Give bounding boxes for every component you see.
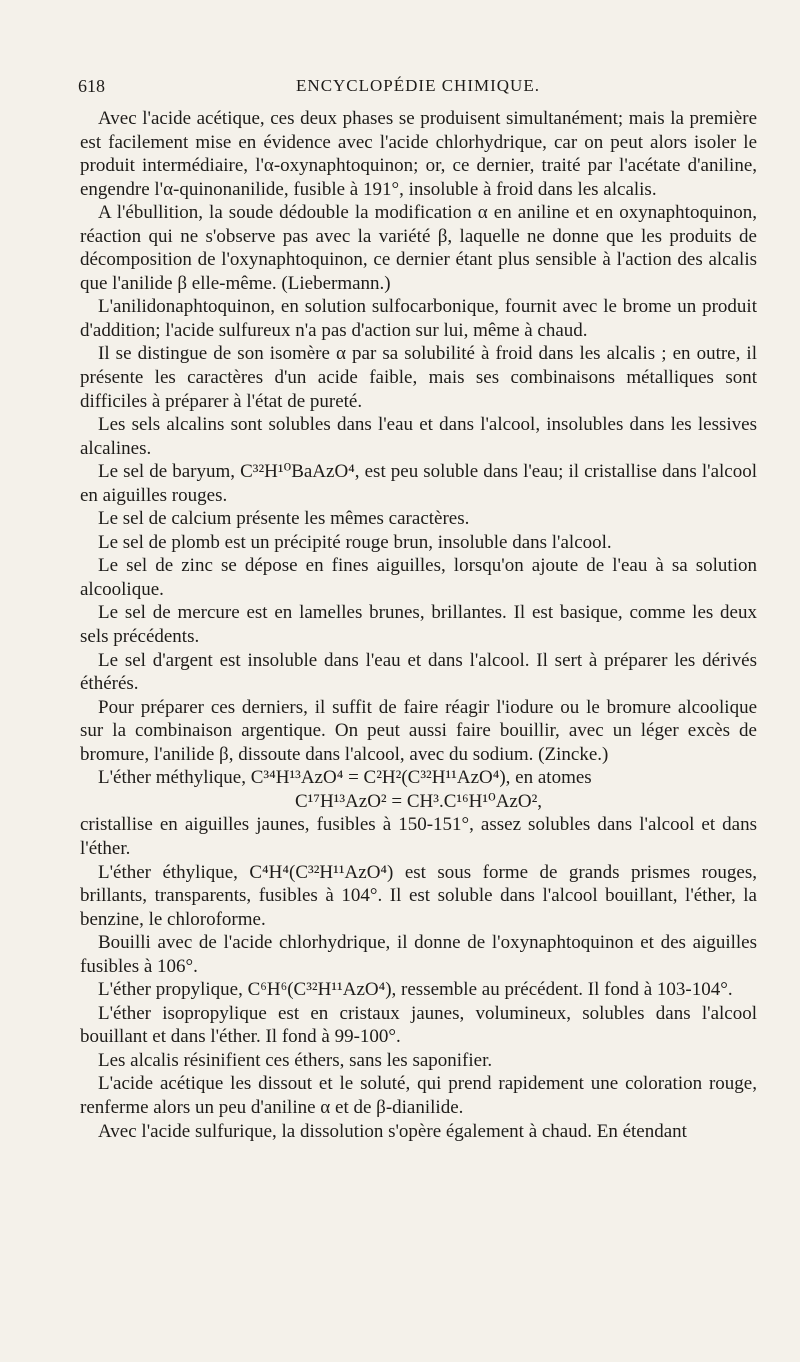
page-number: 618 — [78, 76, 105, 96]
paragraph: L'éther propylique, C⁶H⁶(C³²H¹¹AzO⁴), ressemble au précédent. Il fond à 103-104°. — [98, 979, 733, 1001]
paragraph: L'éther éthylique, C⁴H⁴(C³²H¹¹AzO⁴) est sous forme de grands prismes rouges, brillants, transparents, fusibles à 104°. Il est soluble dans l'alcool bouillant, l'éther, la benzine, le chloroforme. — [80, 861, 757, 930]
paragraph: Les sels alcalins sont solubles dans l'eau et dans l'alcool, insolubles dans les lessives alcalines. — [80, 414, 757, 459]
paragraph: Bouilli avec de l'acide chlorhydrique, il donne de l'oxynaphtoquinon et des aiguilles fusibles à 106°. — [80, 932, 757, 977]
paragraph: Les alcalis résinifient ces éthers, sans les saponifier. — [98, 1049, 493, 1071]
paragraph: Avec l'acide acétique, ces deux phases se produisent simultanément; mais la première est facilement mise en évidence avec l'acide chlorhydrique, car on peut alors isoler le produit intermédiaire, l'α-oxynaphtoquinon; or, ce dernier, traité par l'acétate d'aniline, engendre l'α-quinonanilide, fusible à 191°, insoluble à froid dans les alcalis. — [80, 108, 757, 200]
paragraph: Le sel d'argent est insoluble dans l'eau et dans l'alcool. Il sert à préparer les dérivés éthérés. — [80, 649, 757, 695]
paragraph: Avec l'acide sulfurique, la dissolution s'opère également à chaud. En étendant — [98, 1120, 687, 1142]
formula-line: C¹⁷H¹³AzO² = CH³.C¹⁶H¹⁰AzO², — [294, 790, 543, 812]
paragraph: Pour préparer ces derniers, il suffit de faire réagir l'iodure ou le bromure alcoolique sur la combinaison argentique. On peut aussi faire bouillir, avec un léger excès de bromure, l'anilide β, dissoute dans l'alcool, avec du sodium. (Zincke.) — [80, 696, 757, 765]
paragraph: L'acide acétique les dissout et le soluté, qui prend rapidement une coloration rouge, renferme alors un peu d'aniline α et de β-dianilide. — [80, 1073, 757, 1118]
text-body — [80, 107, 757, 1143]
paragraph: Le sel de baryum, C³²H¹⁰BaAzO⁴, est peu soluble dans l'eau; il cristallise dans l'alcool en aiguilles rouges. — [80, 461, 757, 506]
paragraph: Le sel de zinc se dépose en fines aiguilles, lorsqu'on ajoute de l'eau à sa solution alcoolique. — [80, 555, 757, 600]
paragraph: L'éther isopropylique est en cristaux jaunes, volumineux, solubles dans l'alcool bouillant et dans l'éther. Il fond à 99-100°. — [80, 1002, 757, 1048]
running-title: ENCYCLOPÉDIE CHIMIQUE. — [296, 76, 540, 95]
paragraph: L'anilidonaphtoquinon, en solution sulfocarbonique, fournit avec le brome un produit d'addition; l'acide sulfureux n'a pas d'action sur lui, même à chaud. — [80, 296, 757, 341]
paragraph: A l'ébullition, la soude dédouble la modification α en aniline et en oxynaphtoquinon, réaction qui ne s'observe pas avec la variété β, laquelle ne donne que les produits de décomposition de l'oxynaphtoquinon, ce dernier étant plus sensible à l'action des alcalis que l'anilide β elle-même. (Liebermann.) — [80, 202, 757, 294]
paragraph: Le sel de plomb est un précipité rouge brun, insoluble dans l'alcool. — [98, 531, 612, 553]
paragraph: Le sel de mercure est en lamelles brunes, brillantes. Il est basique, comme les deux sels précédents. — [80, 602, 757, 648]
paragraph: L'éther méthylique, C³⁴H¹³AzO⁴ = C²H²(C³²H¹¹AzO⁴), en atomes — [98, 767, 592, 789]
paragraph: Il se distingue de son isomère α par sa solubilité à froid dans les alcalis ; en outre, il présente les caractères d'un acide faible, mais ses combinaisons métalliques sont difficiles à préparer à l'état de pureté. — [80, 343, 757, 412]
paragraph: Le sel de calcium présente les mêmes caractères. — [98, 508, 470, 530]
page-header — [78, 76, 758, 98]
paragraph: cristallise en aiguilles jaunes, fusibles à 150-151°, assez solubles dans l'alcool et dans l'éther. — [80, 814, 757, 859]
